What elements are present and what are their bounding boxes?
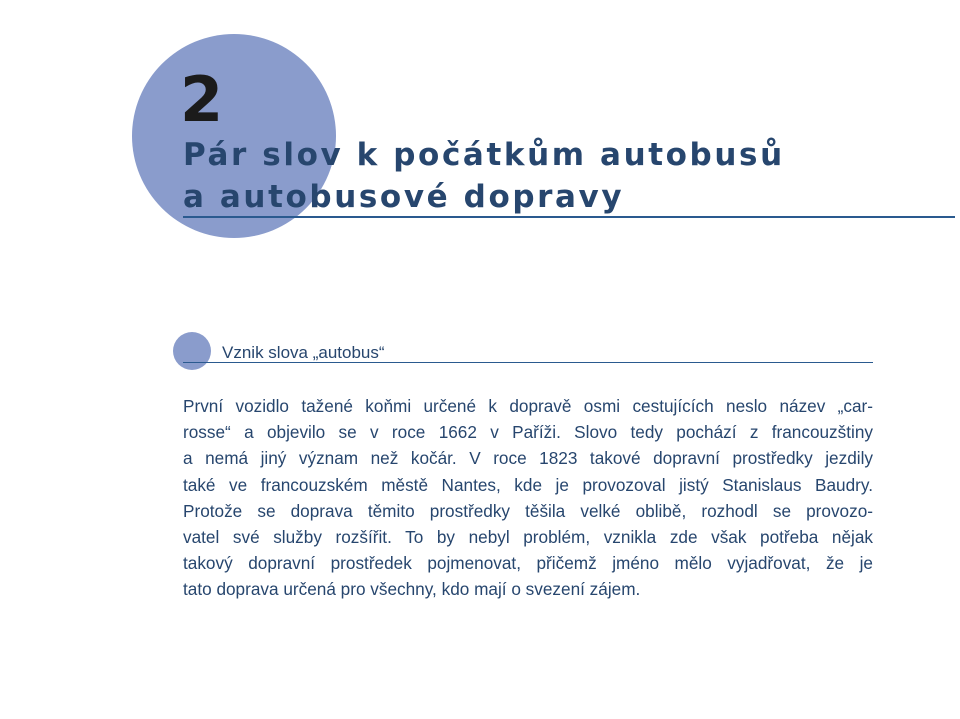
chapter-title: [183, 134, 785, 218]
paragraph-line: Protože se doprava těmito prostředky těšila velké oblibě, rozhodl se provozo-: [183, 500, 873, 521]
paragraph-line: První vozidlo tažené koňmi určené k dopravě osmi cestujících neslo název „car-: [183, 396, 873, 416]
section-heading: Vznik slova „autobus“: [222, 343, 385, 362]
paragraph-line: také ve francouzském městě Nantes, kde je provozoval jistý Stanislaus Baudry.: [183, 474, 873, 495]
paragraph-line: vatel své služby rozšířit. To by nebyl problém, vznikla zde však potřeba nějak: [183, 527, 873, 548]
chapter-title-line: a autobusové dopravy: [183, 179, 625, 215]
title-divider: [183, 216, 955, 218]
paragraph-line: tato doprava určená pro všechny, kdo mají o svezení zájem.: [183, 579, 641, 600]
section-divider: [183, 362, 873, 363]
paragraph-line: rosse“ a objevilo se v roce 1662 v Paříži. Slovo tedy pochází z francouzštiny: [183, 422, 873, 443]
body-paragraph: [183, 393, 873, 603]
paragraph-line: takový dopravní prostředek pojmenovat, přičemž jméno mělo vyjadřovat, že je: [183, 553, 873, 574]
chapter-number: 2: [180, 63, 225, 136]
chapter-title-line: Pár slov k počátkům autobusů: [183, 137, 785, 173]
paragraph-line: a nemá jiný význam než kočár. V roce 1823 takové dopravní prostředky jezdily: [183, 448, 873, 469]
section-circle-decoration: [173, 332, 211, 370]
